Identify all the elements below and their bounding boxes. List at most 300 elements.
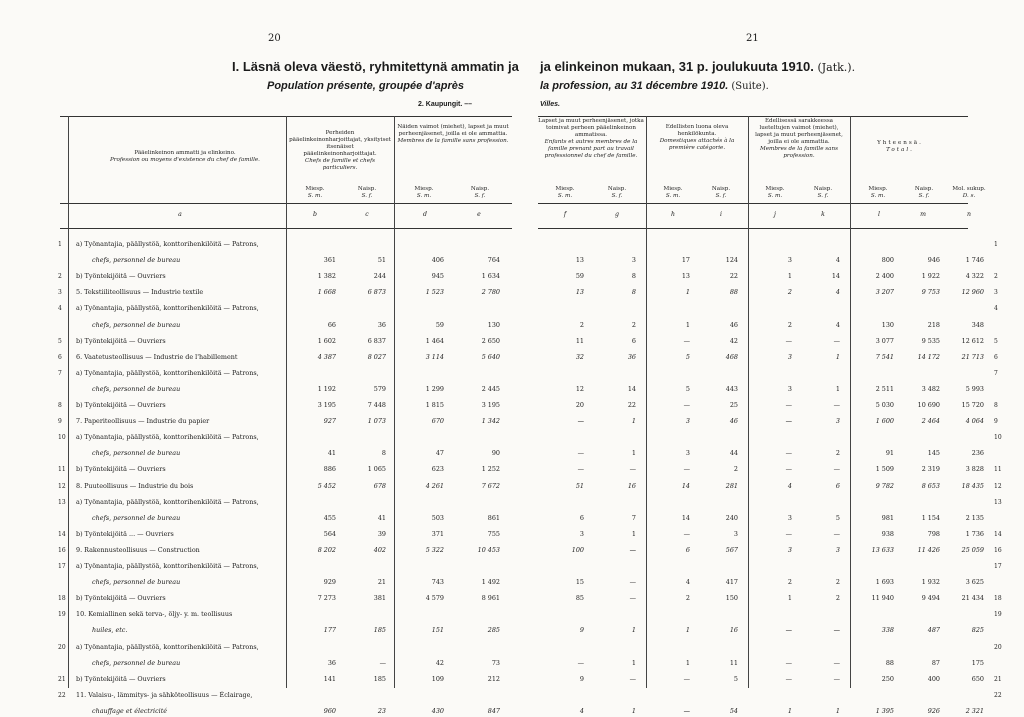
header-bottom-rule [538,228,968,229]
cell-j: 2 [787,578,792,587]
cell-h: 14 [681,513,690,522]
cell-h: 1 [685,658,690,667]
col-letter-g: g [615,211,619,218]
cell-h: 17 [681,256,690,265]
row-description: a) Työnantajia, päällystöä, konttorihenkilöitä — Patrons, [76,304,259,313]
cell-i: 88 [729,288,738,297]
row-number: 14 [994,530,1002,538]
cell-k: — [833,336,840,345]
cell-e: 2 780 [481,288,500,297]
cell-h: 5 [685,352,690,361]
cell-k: 2 [835,449,840,458]
row-number: 11 [58,466,66,474]
row-description: b) Työntekijöitä — Ouvriers [76,272,166,281]
col-letter-h: h [671,211,675,218]
row-description: chefs, personnel de bureau [92,578,181,587]
cell-g: 2 [631,320,636,329]
cell-f: 4 [579,706,584,715]
row-description: b) Työntekijöitä — Ouvriers [76,594,166,603]
cell-l: 9 782 [875,481,894,490]
cell-l: 981 [881,513,894,522]
cell-c: 6 873 [367,288,386,297]
cell-b: 4 387 [317,352,336,361]
col-letter-l: l [878,211,880,218]
row-number: 1 [58,241,62,248]
sex-header-f: Naisp. S. f. [813,186,833,200]
cell-j: 3 [787,384,792,393]
cell-t: 4 322 [965,272,984,281]
cell-f: 85 [575,594,584,603]
cell-d: 1 299 [425,384,444,393]
cell-c: 6 837 [367,336,386,345]
cell-f: 2 [579,320,584,329]
row-number: 21 [994,675,1002,683]
cell-c: 7 448 [367,401,386,409]
cell-l: 88 [885,658,894,667]
cell-t: 3 828 [965,465,984,474]
cell-c: 41 [377,513,386,522]
cell-b: 8 202 [317,545,336,554]
cell-k: 3 [835,417,840,426]
row-number: 5 [58,337,62,345]
cell-m: 946 [927,256,940,265]
cell-e: 861 [487,513,500,522]
row-description: chefs, personnel de bureau [92,658,181,667]
cell-h: 2 [685,594,690,603]
cell-e: 5 640 [481,352,500,361]
cell-e: 90 [491,449,500,458]
row-number: 10 [58,434,66,442]
cell-c: 678 [373,481,386,490]
cell-k: 6 [835,481,840,490]
cell-g: 16 [627,481,636,490]
cell-i: 54 [729,706,738,715]
cell-m: 11 426 [917,545,940,554]
row-number: 2 [994,273,998,281]
cell-e: 1 342 [481,417,500,426]
cell-j: 2 [787,320,792,329]
cell-l: 1 395 [875,706,894,715]
cell-d: 42 [435,658,444,667]
cell-c: 185 [373,626,386,635]
sex-header-m: Miesp. S. m. [663,186,683,200]
cell-f: 13 [575,288,584,297]
cell-b: 929 [323,578,336,587]
table-row [0,699,512,717]
sex-header-m: Miesp. S. m. [868,186,888,200]
cell-g: 14 [627,384,636,393]
cell-i: 2 [733,465,738,474]
cell-h: 1 [685,320,690,329]
col-letter-b: b [313,211,317,218]
cell-j: — [785,336,792,345]
row-number: 13 [58,498,66,506]
cell-k: — [833,658,840,667]
cell-m: 9 753 [921,288,940,297]
cell-k: 4 [835,256,840,265]
cell-h: 6 [685,545,690,554]
row-number: 6 [994,353,998,361]
row-description: 9. Rakennusteollisuus — Construction [76,545,200,554]
row-number: 1 [994,241,998,248]
row-description: 8. Puuteollisuus — Industrie du bois [76,481,194,490]
cell-b: 1 668 [317,288,336,297]
row-number: 13 [994,498,1002,506]
cell-m: 1 932 [921,578,940,587]
cell-d: 109 [431,674,444,683]
cell-f: — [577,449,584,458]
cell-d: 1 815 [425,401,444,409]
cell-k: — [833,626,840,635]
cell-c: 51 [377,256,386,265]
cell-g: 1 [631,417,636,426]
row-description: 6. Vaatetusteollisuus — Industrie de l'habillement [76,352,238,361]
col-letter-c: c [365,211,369,218]
row-number: 3 [994,289,998,297]
cell-f: 51 [575,481,584,490]
cell-d: 151 [431,626,444,635]
row-number: 2 [58,273,62,281]
cell-e: 1 634 [481,272,500,281]
cell-b: 66 [327,320,336,329]
row-description: chefs, personnel de bureau [92,449,181,458]
cell-i: 46 [729,320,738,329]
cell-l: 1 693 [875,578,894,587]
row-description: chefs, personnel de bureau [92,384,181,393]
header-profession: Pääelinkeinon ammatti ja elinkeino. Profession ou moyens d'existence du chef de famille. [110,150,260,164]
cell-d: 743 [431,578,444,587]
row-number: 21 [58,675,66,683]
cell-k: 14 [831,272,840,281]
cell-t: 1 746 [965,256,984,265]
row-description: a) Työnantajia, päällystöä, konttorihenkilöitä — Patrons, [76,433,259,442]
cell-e: 2 445 [481,384,500,393]
cell-i: 22 [729,272,738,281]
col-letter-m: m [920,211,926,218]
cell-j: 3 [787,352,792,361]
cell-j: — [785,465,792,474]
cell-f: 13 [575,256,584,265]
cell-i: 567 [725,545,738,554]
row-number: 9 [58,418,62,426]
cell-t: 21 434 [961,594,984,603]
row-number: 7 [994,369,998,377]
cell-f: — [577,417,584,426]
cell-b: 7 273 [317,594,336,603]
row-number: 20 [58,643,66,651]
row-number: 4 [994,305,998,313]
cell-j: — [785,529,792,538]
cell-j: — [785,401,792,409]
cell-l: 2 400 [875,272,894,281]
page-title-left: I. Läsnä oleva väestö, ryhmitettynä ammatin ja [232,59,519,74]
row-number: 9 [994,418,998,426]
sex-header-m: Miesp. S. m. [765,186,785,200]
row-number: 19 [994,611,1002,619]
cell-g: — [629,465,636,474]
cell-h: — [683,401,690,409]
row-description: a) Työnantajia, päällystöä, konttorihenkilöitä — Patrons, [76,240,259,248]
cell-k: — [833,465,840,474]
cell-t: 236 [971,449,984,458]
cell-g: 1 [631,449,636,458]
cell-d: 1 523 [425,288,444,297]
cell-m: 2 464 [921,417,940,426]
cell-b: 3 195 [317,401,336,409]
cell-h: — [683,706,690,715]
cell-f: 12 [575,384,584,393]
cell-j: — [785,658,792,667]
cell-d: 4 261 [425,481,444,490]
cell-i: 16 [729,626,738,635]
cell-c: — [379,658,386,667]
cell-l: 938 [881,529,894,538]
cell-t: 650 [971,674,984,683]
cell-b: 1 602 [317,336,336,345]
cell-h: 14 [681,481,690,490]
cell-e: 130 [487,320,500,329]
cell-h: 5 [685,384,690,393]
cell-t: 21 713 [961,352,984,361]
cell-h: 1 [685,626,690,635]
cell-e: 1 492 [481,578,500,587]
row-description: 5. Tekstiiliteollisuus — Industrie textile [76,288,204,297]
cell-k: 1 [835,384,840,393]
cell-t: 825 [971,626,984,635]
row-description: 10. Kemiallinen sekä terva-, öljy- y. m. teollisuus [76,610,233,619]
row-number: 16 [994,546,1002,554]
page-subtitle-left: Population présente, groupée d'après [267,80,464,92]
col-letter-n: n [967,211,971,218]
page-subtitle-right: la profession, au 31 décembre 1910. (Suite). [540,80,769,92]
cell-m: 1 922 [921,272,940,281]
row-description: b) Työntekijöitä — Ouvriers [76,401,166,409]
cell-m: 87 [931,658,940,667]
cell-f: 15 [575,578,584,587]
cell-k: 1 [835,706,840,715]
col-letter-f: f [563,211,567,218]
row-description: chefs, personnel de bureau [92,256,181,265]
row-description: b) Työntekijöitä — Ouvriers [76,465,166,474]
cell-i: 46 [729,417,738,426]
cell-m: 400 [927,674,940,683]
cell-k: — [833,674,840,683]
row-number: 6 [58,353,62,361]
col-letter-d: d [423,211,427,218]
cell-h: 4 [685,578,690,587]
cell-h: 3 [685,449,690,458]
cell-d: 4 579 [425,594,444,603]
row-description: a) Työnantajia, päällystöä, konttorihenkilöitä — Patrons, [76,562,259,570]
cell-c: 1 073 [367,417,386,426]
cell-f: 11 [575,336,584,345]
cell-l: 800 [881,256,894,265]
cell-g: 8 [631,288,636,297]
cell-f: 100 [571,545,584,554]
row-number: 8 [58,402,62,409]
cell-i: 468 [725,352,738,361]
cell-m: 2 319 [921,465,940,474]
cell-e: 212 [487,674,500,683]
cell-l: 3 077 [875,336,894,345]
cell-m: 798 [927,529,940,538]
cell-t: 12 612 [961,336,984,345]
cell-f: 6 [579,513,584,522]
cell-i: 281 [725,481,738,490]
cell-g: 22 [627,401,636,409]
cell-t: 175 [971,658,984,667]
row-description: b) Työntekijöitä — Ouvriers [76,674,166,683]
cell-l: 11 940 [871,594,894,603]
page-title-right: ja elinkeinon mukaan, 31 p. joulukuuta 1910. (Jatk.). [540,59,856,74]
row-number: 22 [58,691,66,699]
row-description: chefs, personnel de bureau [92,513,181,522]
cell-c: 21 [377,578,386,587]
cell-d: 1 464 [425,336,444,345]
cell-t: 348 [971,320,984,329]
cell-e: 755 [487,529,500,538]
cell-b: 927 [323,417,336,426]
header-chefs: Perheiden pääelinkeinonharjoittajat, yksityiset itsenäiset pääelinkeinonharjoittajat. Chefs de famille et chefs particuliers. [289,130,391,172]
row-number: 17 [58,563,66,570]
row-description: a) Työnantajia, päällystöä, konttorihenkilöitä — Patrons, [76,642,259,651]
row-description: a) Työnantajia, päällystöä, konttorihenkilöitä — Patrons, [76,497,259,506]
cell-d: 5 322 [425,545,444,554]
cell-k: 5 [835,513,840,522]
cell-g: 3 [631,256,636,265]
cell-e: 8 961 [481,594,500,603]
row-number: 18 [58,595,66,603]
cell-l: 13 633 [871,545,894,554]
sex-header-f: Naisp. S. f. [711,186,731,200]
cell-d: 3 114 [425,352,444,361]
cell-g: 8 [631,272,636,281]
row-number: 18 [994,595,1002,603]
cell-k: 4 [835,320,840,329]
sex-header-m: Miesp. S. m. [555,186,575,200]
cell-j: 3 [787,513,792,522]
header-top-rule [538,116,968,117]
cell-e: 847 [487,706,500,715]
cell-i: 11 [729,658,738,667]
cell-m: 145 [927,449,940,458]
section-label-right: Villes. [540,101,560,108]
cell-l: 7 541 [875,352,894,361]
cell-k: 2 [835,578,840,587]
row-description: a) Työnantajia, päällystöä, konttorihenkilöitä — Patrons, [76,368,259,377]
cell-i: 42 [729,336,738,345]
cell-g: — [629,545,636,554]
row-number: 22 [994,691,1002,699]
cell-e: 764 [487,256,500,265]
cell-j: — [785,449,792,458]
cell-d: 670 [431,417,444,426]
cell-m: 3 482 [921,384,940,393]
cell-i: 3 [733,529,738,538]
row-number: 11 [994,466,1002,474]
header-domestiques: Edellisten luona oleva henkilökunta. Domestiques attachés à la première catégorie. [659,124,735,152]
cell-d: 406 [431,256,444,265]
cell-h: — [683,336,690,345]
cell-m: 487 [927,626,940,635]
cell-f: 20 [575,401,584,409]
cell-f: 3 [579,529,584,538]
cell-j: 3 [787,545,792,554]
sex-header-f: Naisp. S. f. [357,186,377,200]
row-number: 17 [994,563,1002,570]
table-row [512,699,1024,717]
cell-j: 4 [787,481,792,490]
cell-b: 1 382 [317,272,336,281]
cell-j: 3 [787,256,792,265]
cell-h: — [683,529,690,538]
cell-t: 25 059 [961,545,984,554]
cell-l: 250 [881,674,894,683]
cell-j: 1 [787,594,792,603]
cell-b: 36 [327,658,336,667]
header-mid-rule [538,203,968,204]
cell-c: 579 [373,384,386,393]
cell-d: 945 [431,272,444,281]
row-description: chauffage et électricité [92,706,168,715]
cell-c: 8 027 [367,352,386,361]
section-label-left: 2. Kaupungit. –– [418,101,473,108]
cell-t: 4 064 [965,417,984,426]
cell-t: 12 960 [961,288,984,297]
cell-k: 3 [835,545,840,554]
cell-g: 7 [631,513,636,522]
cell-m: 218 [927,320,940,329]
cell-h: 1 [685,288,690,297]
sex-header-m: Miesp. S. m. [414,186,434,200]
cell-g: 1 [631,658,636,667]
row-number: 4 [58,305,62,313]
row-number: 12 [58,482,66,490]
col-letter-a: a [178,211,182,218]
cell-f: 32 [575,352,584,361]
row-number: 5 [994,337,998,345]
cell-b: 141 [323,674,336,683]
cell-g: 6 [631,336,636,345]
cell-m: 9 535 [921,336,940,345]
cell-m: 8 653 [921,481,940,490]
cell-k: — [833,401,840,409]
cell-d: 430 [431,706,444,715]
sex-header-f: Naisp. S. f. [470,186,490,200]
cell-t: 3 625 [965,578,984,587]
cell-t: 1 736 [965,529,984,538]
col-letter-e: e [477,211,481,218]
cell-e: 285 [487,626,500,635]
row-description: 11. Valaisu-, lämmitys- ja sähköteollisuus — Éclairage, [76,690,253,699]
cell-i: 44 [729,449,738,458]
cell-f: 9 [579,674,584,683]
cell-e: 73 [491,658,500,667]
col-letter-i: i [720,211,722,218]
page-number-left: 20 [268,33,281,44]
sex-header-f: Naisp. S. f. [607,186,627,200]
cell-l: 130 [881,320,894,329]
cell-b: 1 192 [317,384,336,393]
col-letter-k: k [821,211,825,218]
cell-h: 13 [681,272,690,281]
cell-h: 3 [685,417,690,426]
cell-k: 2 [835,594,840,603]
cell-d: 47 [435,449,444,458]
cell-l: 1 600 [875,417,894,426]
row-description: b) Työntekijöitä ... — Ouvriers [76,529,174,538]
cell-t: 18 435 [961,481,984,490]
